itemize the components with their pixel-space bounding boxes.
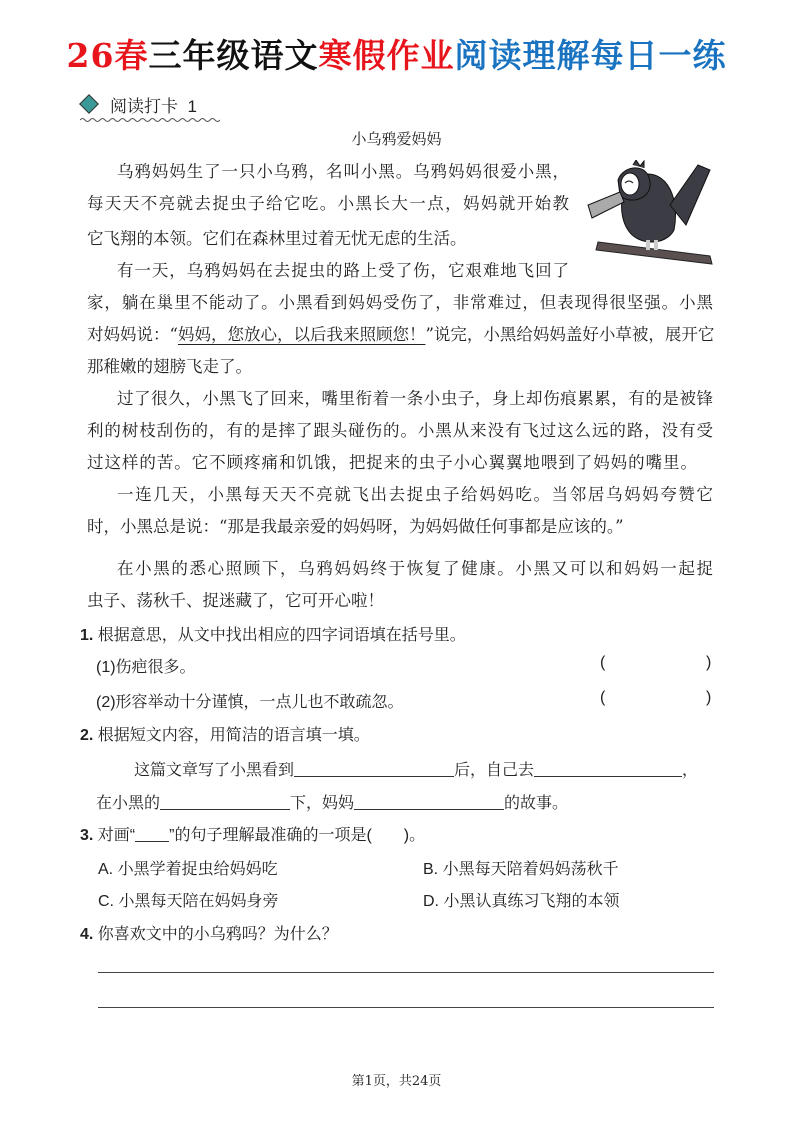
option-b[interactable]: B. 小黑每天陪着妈妈荡秋千 [423,861,619,878]
answer-bracket[interactable]: ( [600,689,606,706]
section-header: 阅读打卡 1 [82,92,197,117]
question-1-item: (2)形容举动十分谨慎，一点儿也不敢疏忽。 [96,694,404,711]
question-3: 3. 对画“ ”的句子理解最准确的一项是( )。 [80,827,426,844]
story-line: 利的树枝刮伤的，有的是摔了跟头碰伤的。小黑从来没有飞过这么远的路，没有受 [87,421,713,440]
question-2: 2. 根据短文内容，用简洁的语言填一填。 [80,727,370,744]
fill-blank[interactable] [354,795,504,810]
answer-line[interactable] [98,1007,714,1008]
story-line: 在小黑的悉心照顾下，乌鸦妈妈终于恢复了健康。小黑又可以和妈妈一起捉 [117,559,713,578]
option-a[interactable]: A. 小黑学着捉虫给妈妈吃 [98,861,278,878]
story-line: 一连几天，小黑每天天不亮就飞出去捉虫子给妈妈吃。当邻居乌妈妈夸赞它 [117,485,713,504]
story-line: 乌鸦妈妈生了一只小乌鸦，名叫小黑。乌鸦妈妈很爱小黑， [117,162,569,181]
crow-illustration [578,160,718,265]
story-line: 过了很久，小黑飞了回来，嘴里衔着一条小虫子，身上却伤痕累累，有的是被锋 [117,389,713,408]
answer-bracket[interactable]: ( [600,654,606,671]
answer-line[interactable] [98,972,714,973]
story-line: 时，小黑总是说：“那是我最亲爱的妈妈呀，为妈妈做任何事都是应该的。” [87,517,624,536]
story-line: 有一天，乌鸦妈妈在去捉虫的路上受了伤，它艰难地飞回了 [117,261,569,280]
question-1-item: (1)伤疤很多。 [96,659,196,676]
question-2-fill: 在小黑的 下，妈妈 的故事。 [96,795,569,812]
wavy-underline [80,117,220,123]
diamond-icon [79,94,99,114]
story-line: 家，躺在巢里不能动了。小黑看到妈妈受伤了，非常难过，但表现得很坚强。小黑 [87,293,713,312]
question-1: 1. 根据意思，从文中找出相应的四字词语填在括号里。 [80,627,466,644]
story-line: 过这样的苦。它不顾疼痛和饥饿，把捉来的虫子小心翼翼地喂到了妈妈的嘴里。 [87,453,697,472]
story-line: 它飞翔的本领。它们在森林里过着无忧无虑的生活。 [87,229,467,248]
story-line: 对妈妈说：“妈妈，您放心，以后我来照顾您！”说完，小黑给妈妈盖好小草被，展开它 [87,325,715,344]
fill-blank[interactable] [294,762,454,777]
option-c[interactable]: C. 小黑每天陪在妈妈身旁 [98,893,279,910]
page-title: 26春三年级语文寒假作业阅读理解每日一练 [66,36,727,75]
fill-blank[interactable] [160,795,290,810]
underlined-sentence: 妈妈，您放心，以后我来照顾您！ [177,325,426,344]
question-4: 4. 你喜欢文中的小乌鸦吗？为什么？ [80,926,338,943]
story-line: 那稚嫩的翅膀飞走了。 [87,357,252,376]
story-line: 每天天不亮就去捉虫子给它吃。小黑长大一点，妈妈就开始教 [87,194,569,213]
story-title: 小乌鸦爱妈妈 [351,131,442,148]
fill-blank[interactable] [534,762,682,777]
option-d[interactable]: D. 小黑认真练习飞翔的本领 [423,893,620,910]
question-2-fill: 这篇文章写了小黑看到 后，自己去 ， [134,762,699,779]
page-number: 第1页，共24页 [351,1074,442,1089]
story-line: 虫子、荡秋千、捉迷藏了，它可开心啦！ [87,591,384,610]
